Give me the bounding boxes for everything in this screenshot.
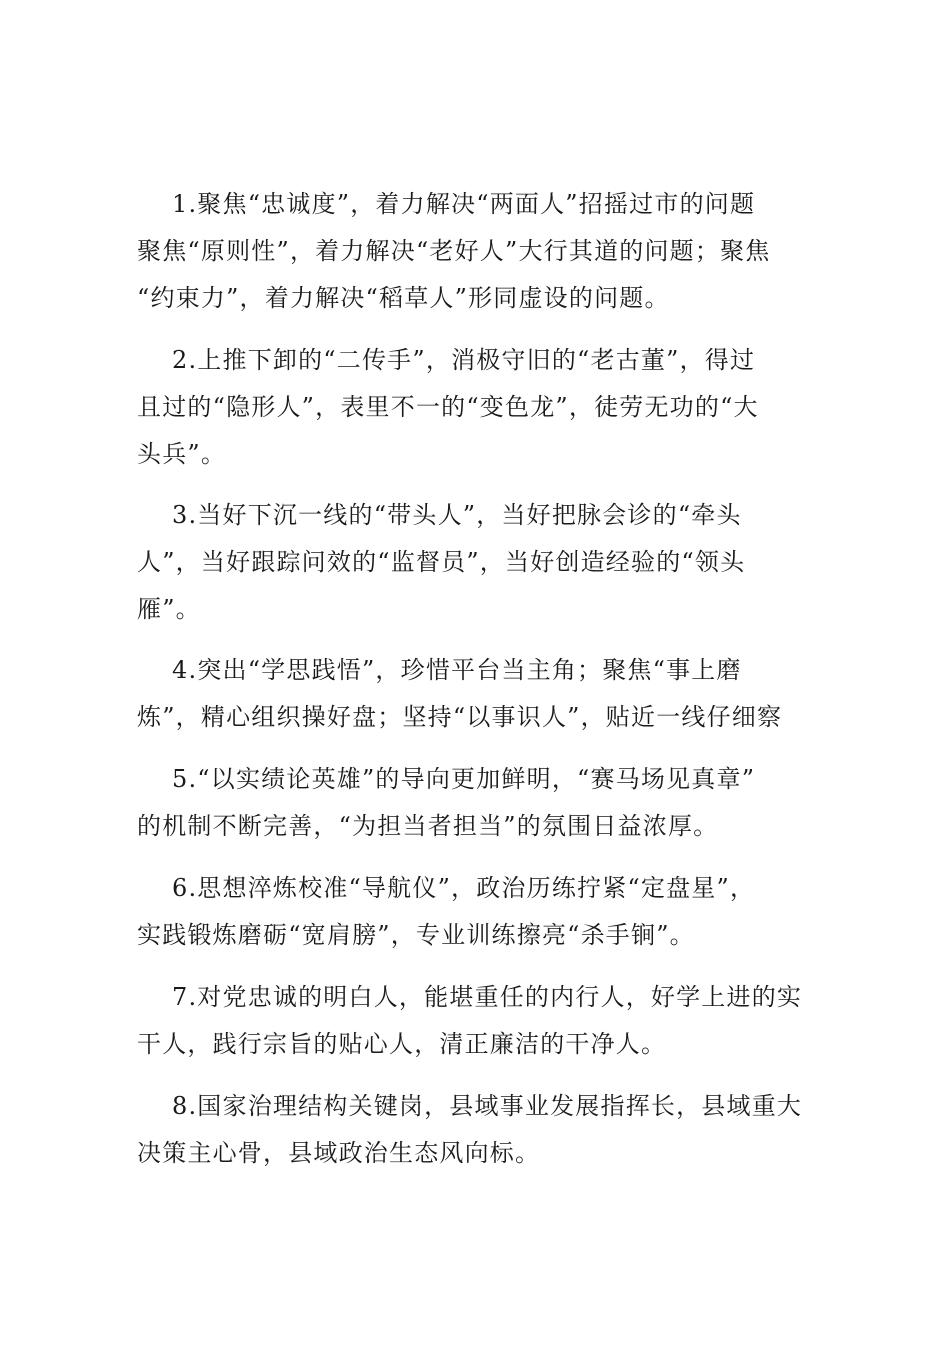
paragraph-line: 5.“以实绩论英雄”的导向更加鲜明，“赛马场见真章” — [172, 765, 756, 793]
paragraph-line: 1.聚焦“忠诚度”，着力解决“两面人”招摇过市的问题 — [172, 190, 756, 218]
paragraph-line: 干人，践行宗旨的贴心人，清正廉洁的干净人。 — [137, 1030, 667, 1058]
paragraph-line: 聚焦“原则性”，着力解决“老好人”大行其道的问题；聚焦 — [137, 237, 771, 265]
paragraph-line: 2.上推下卸的“二传手”，消极守旧的“老古董”，得过 — [172, 346, 756, 374]
paragraph-line: 4.突出“学思践悟”，珍惜平台当主角；聚焦“事上磨 — [172, 656, 742, 684]
paragraph-line: 7.对党忠诚的明白人，能堪重任的内行人，好学上进的实 — [172, 983, 803, 1011]
paragraph-line: 3.当好下沉一线的“带头人”，当好把脉会诊的“牵头 — [172, 501, 742, 529]
paragraph-line: 雁”。 — [137, 595, 201, 623]
paragraph-line: 决策主心骨，县域政治生态风向标。 — [137, 1139, 541, 1167]
paragraph-line: 头兵”。 — [137, 440, 227, 468]
paragraph-line: 实践锻炼磨砺“宽肩膀”，专业训练擦亮“杀手锏”。 — [137, 921, 695, 949]
paragraph-line: 的机制不断完善，“为担当者担当”的氛围日益浓厚。 — [137, 812, 719, 840]
paragraph-line: 且过的“隐形人”，表里不一的“变色龙”，徒劳无功的“大 — [137, 393, 759, 421]
paragraph-line: 炼”，精心组织操好盘；坚持“以事识人”，贴近一线仔细察 — [137, 703, 783, 731]
paragraph-line: “约束力”，着力解决“稻草人”形同虚设的问题。 — [137, 284, 670, 312]
paragraph-line: 人”，当好跟踪问效的“监督员”，当好创造经验的“领头 — [137, 548, 746, 576]
paragraph-line: 8.国家治理结构关键岗，县域事业发展指挥长，县域重大 — [172, 1092, 803, 1120]
paragraph-line: 6.思想淬炼校准“导航仪”，政治历练拧紧“定盘星”， — [172, 874, 756, 902]
